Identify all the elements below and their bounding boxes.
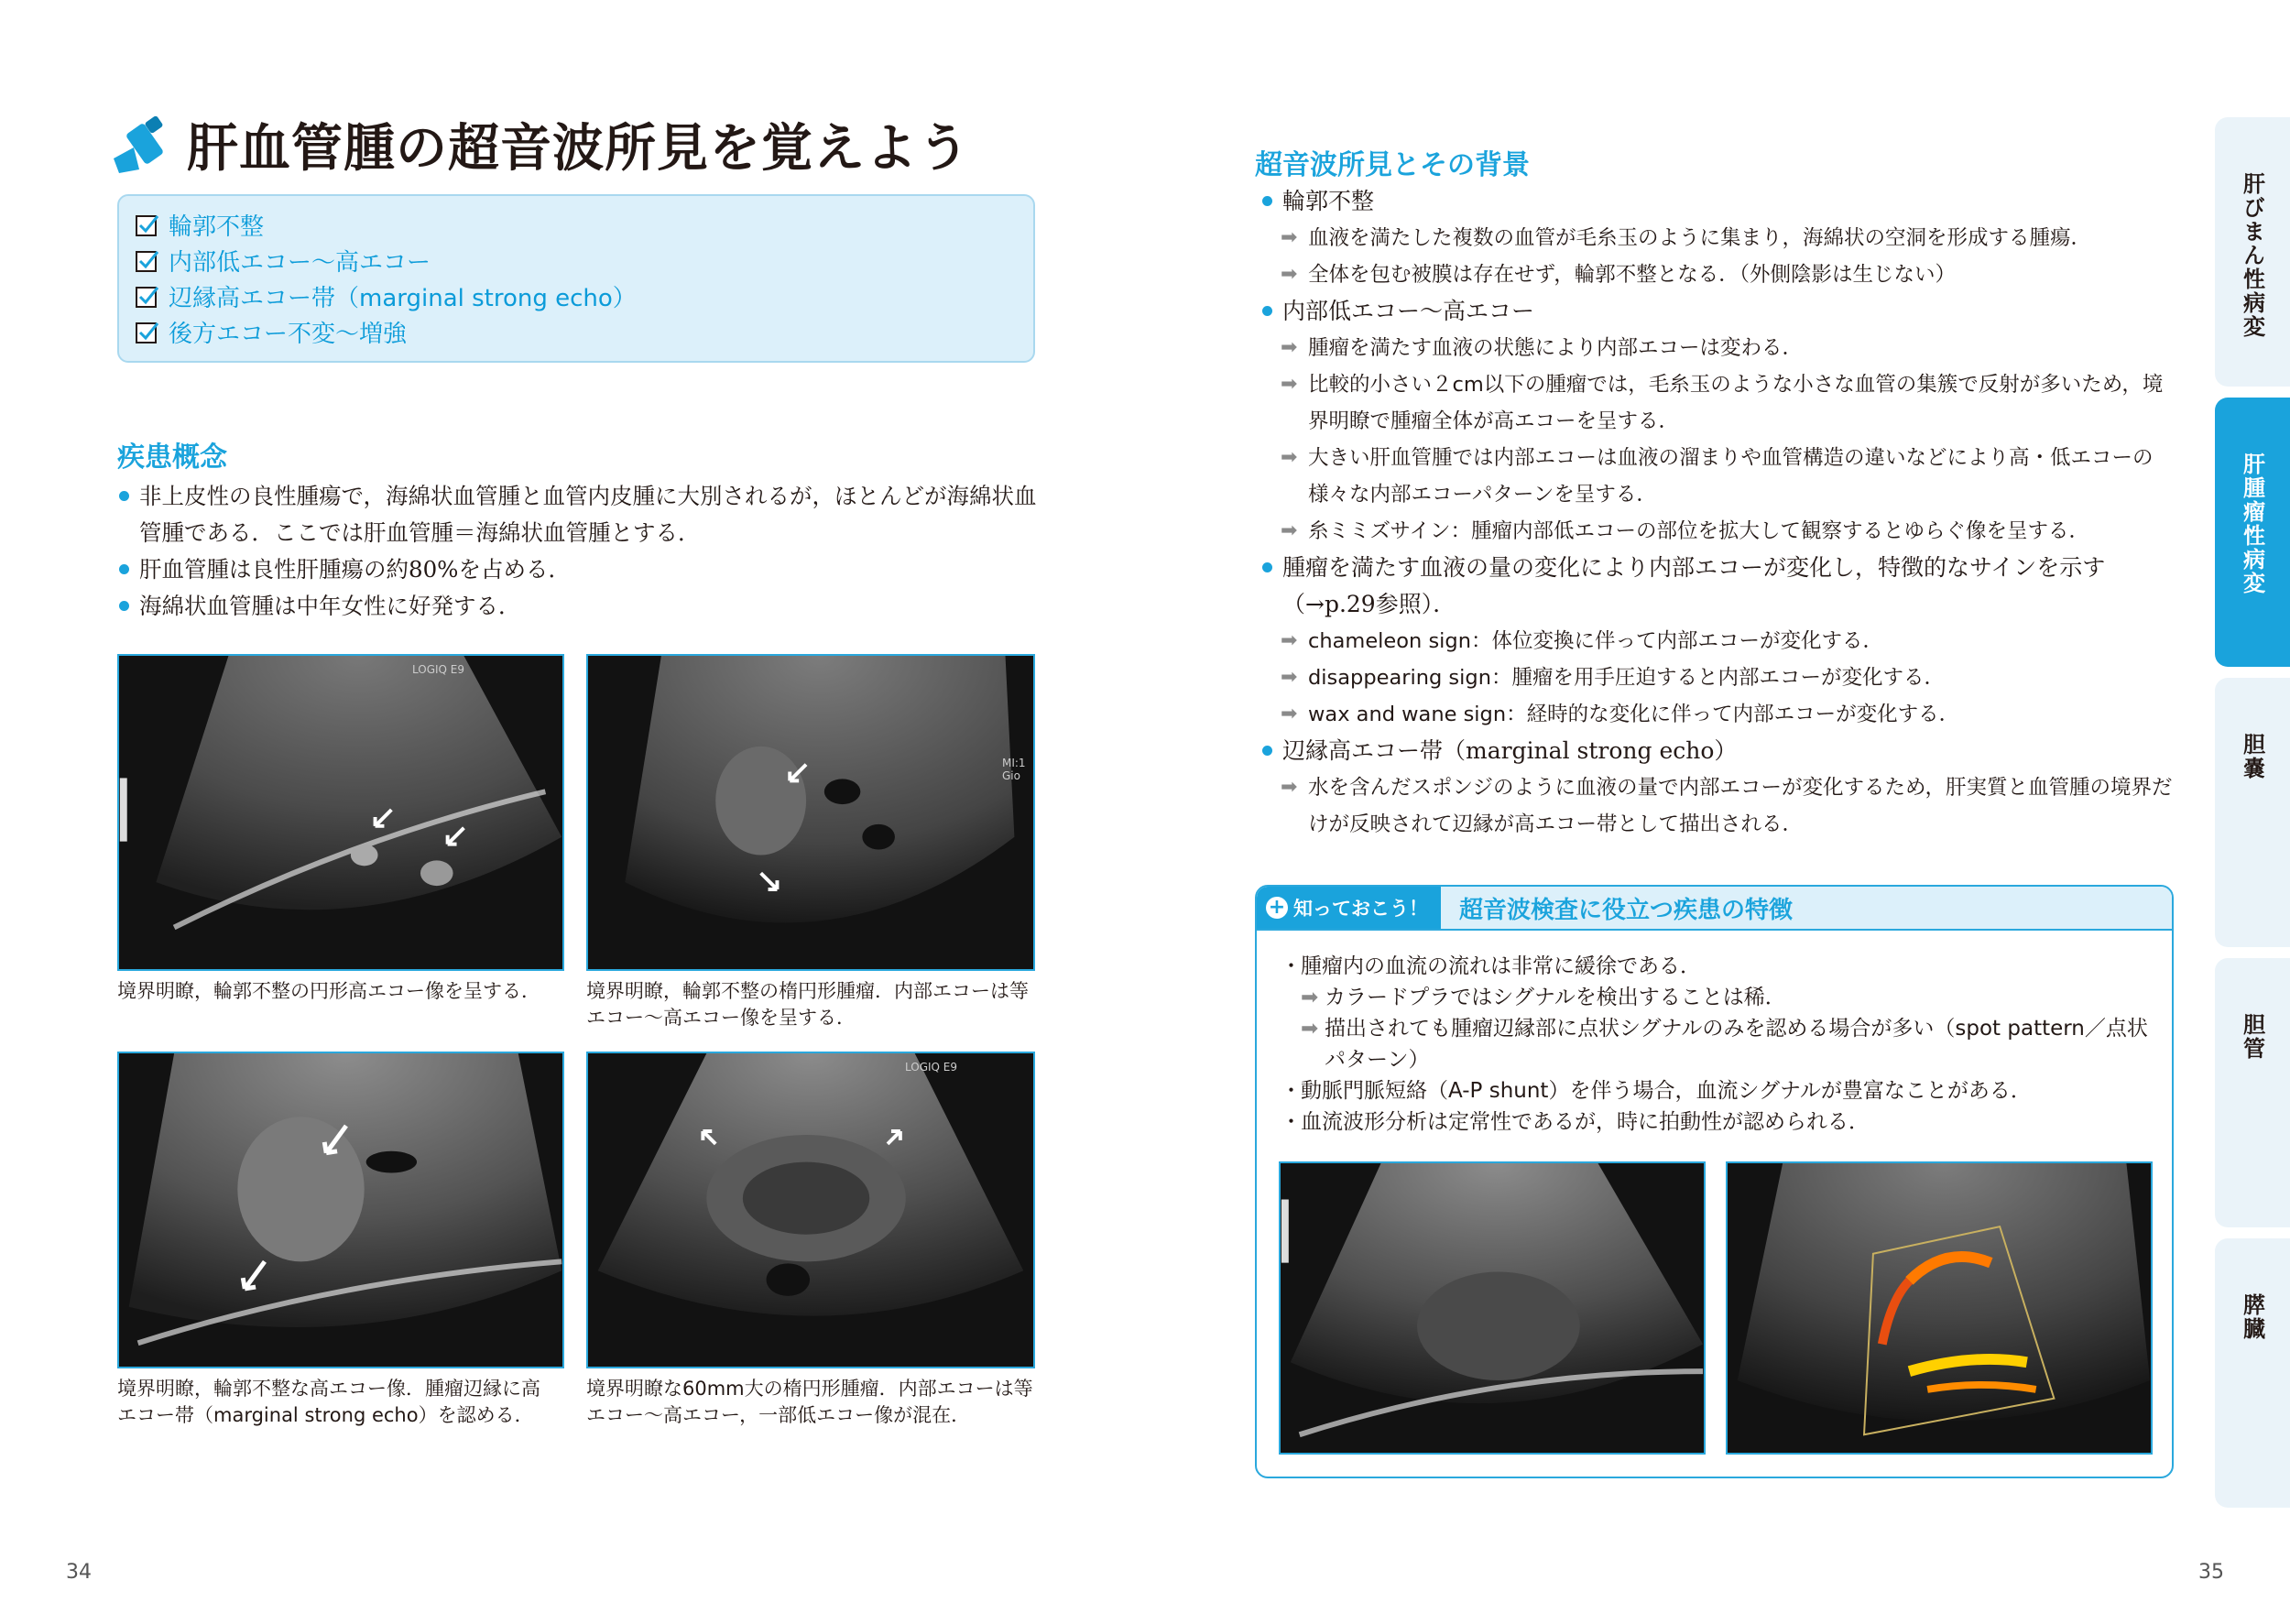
know-item: [1281, 1106, 2151, 1138]
finding-sub: [1260, 659, 2176, 696]
know-sub-item: [1281, 1013, 2151, 1075]
tab-label: 肝腫瘤性病変: [2239, 452, 2265, 595]
middle-dot-icon: ・: [1281, 954, 1302, 978]
know-item: [1281, 1075, 2151, 1106]
finding-sub-text: 腫瘤を満たす血液の状態により内部エコーは変わる．: [1308, 336, 1804, 360]
key-findings-checklist: [117, 194, 1035, 363]
checkbox-icon: [136, 285, 159, 309]
bullet-text: 肝血管腫は良性肝腫瘍の約80%を占める．: [139, 556, 571, 583]
finding-sub: [1260, 440, 2176, 513]
findings-heading: 超音波所見とその背景: [1255, 149, 1530, 181]
finding-main: [1260, 183, 2176, 220]
finding-sub: [1260, 366, 2176, 440]
know-item-text: 血流波形分析は定常性であるが，時に拍動性が認められる．: [1301, 1110, 1870, 1134]
bullet-dot: [1262, 196, 1272, 206]
arrow-right-icon: ➡: [1281, 776, 1298, 799]
tab-diffuse-liver[interactable]: [2215, 117, 2290, 387]
checkbox-icon: [136, 321, 159, 344]
doppler-image: [1726, 1161, 2153, 1455]
checklist-text: 輪郭不整: [169, 213, 265, 241]
bullet-dot: [1262, 562, 1272, 572]
know-box-label: [1257, 887, 1441, 929]
checklist-text: 内部低エコー〜高エコー: [169, 249, 431, 277]
know-item-text: 動脈門脈短絡（A-P shunt）を伴う場合，血流シグナルが豊富なことがある．: [1301, 1079, 2032, 1103]
arrow-right-icon: ➡: [1281, 666, 1298, 689]
page-title: 肝血管腫の超音波所見を覚えよう: [187, 119, 970, 179]
finding-sub: [1260, 769, 2176, 843]
arrow-right-icon: ➡: [1281, 336, 1298, 359]
ultrasound-scan: [588, 656, 1033, 969]
arrow-right-icon: ➡: [1281, 373, 1298, 396]
know-box: [1255, 885, 2174, 1478]
ultrasound-image-1: [117, 654, 564, 971]
finding-sub-text: 大きい肝血管腫では内部エコーは血液の溜まりや血管構造の違いなどにより高・低エコーの様々な内部エコーパターンを呈する．: [1308, 446, 2154, 507]
ultrasound-image-4: [586, 1052, 1035, 1368]
middle-dot-icon: ・: [1281, 1079, 1302, 1103]
tab-pancreas[interactable]: [2215, 1238, 2290, 1508]
finding-main: [1260, 733, 2176, 769]
know-sub-item: [1281, 982, 2151, 1013]
know-box-label-text: 知っておこう！: [1293, 898, 1428, 920]
ultrasound-scan: [588, 1053, 1033, 1367]
bullet-text: 海綿状血管腫は中年女性に好発する．: [139, 593, 521, 619]
arrow-right-icon: ➡: [1281, 263, 1298, 286]
know-sub-text: カラードプラではシグナルを検出することは稀．: [1325, 986, 1786, 1009]
middle-dot-icon: ・: [1281, 1110, 1302, 1134]
ultrasound-scan: [1281, 1163, 1704, 1453]
bullet-text: 非上皮性の良性腫瘍で，海綿状血管腫と血管内皮腫に大別されるが，ほとんどが海綿状血管腫である．ここでは肝血管腫＝海綿状血管腫とする．: [139, 483, 1037, 546]
finding-main-text: 輪郭不整: [1282, 188, 1375, 214]
page-number-left: 34: [66, 1561, 92, 1584]
ultrasound-image-3: [117, 1052, 564, 1368]
know-box-body: [1281, 951, 2151, 1138]
ultrasound-scan: [1728, 1163, 2151, 1453]
image-caption-3: 境界明瞭，輪郭不整な高エコー像．腫瘤辺縁に高エコー帯（marginal strong echo）を認める．: [117, 1378, 540, 1426]
concept-heading: 疾患概念: [117, 441, 227, 474]
finding-main: [1260, 550, 2176, 623]
finding-sub-text: wax and wane sign：経時的な変化に伴って内部エコーが変化する．: [1308, 703, 1960, 726]
checklist-text: 後方エコー不変〜増強: [169, 321, 408, 348]
finding-sub: [1260, 623, 2176, 659]
know-item: [1281, 951, 2151, 982]
ultrasound-scan: [119, 1053, 562, 1367]
finding-sub-text: chameleon sign：体位変換に伴って内部エコーが変化する．: [1308, 629, 1883, 653]
bullet-dot: [1262, 306, 1272, 316]
finding-sub: [1260, 256, 2176, 293]
ultrasound-image-2: [586, 654, 1035, 971]
finding-main-text: 腫瘤を満たす血液の量の変化により内部エコーが変化し，特徴的なサインを示す（→p.29参照）．: [1282, 554, 2106, 617]
finding-sub: [1260, 696, 2176, 733]
know-item-text: 腫瘤内の血流の流れは非常に緩徐である．: [1301, 954, 1701, 978]
know-box-header: [1257, 887, 2172, 931]
tab-gallbladder[interactable]: [2215, 678, 2290, 947]
tab-bile-duct[interactable]: [2215, 958, 2290, 1227]
finding-sub: [1260, 513, 2176, 550]
arrow-right-icon: ➡: [1281, 226, 1298, 249]
flashlight-icon: [110, 113, 174, 177]
device-label: LOGIQ E9: [905, 1061, 958, 1074]
arrow-right-icon: ➡: [1301, 986, 1319, 1009]
finding-sub-text: disappearing sign：腫瘤を用手圧迫すると内部エコーが変化する．: [1308, 666, 1945, 690]
finding-main-text: 辺縁高エコー帯（marginal strong echo）: [1282, 737, 1738, 764]
tab-label: 胆管: [2239, 1013, 2265, 1061]
bullet-item: [117, 551, 1038, 588]
checkbox-icon: [136, 249, 159, 273]
checklist-item: [136, 278, 1017, 314]
finding-sub-text: 水を含んだスポンジのように血液の量で内部エコーが変化するため，肝実質と血管腫の境界だけが反映されて辺縁が高エコー帯として描出される．: [1308, 776, 2173, 836]
checklist-item: [136, 207, 1017, 243]
bullet-item: [117, 588, 1038, 625]
know-box-title: 超音波検査に役立つ疾患の特徴: [1459, 896, 1794, 924]
bullet-dot: [119, 491, 129, 501]
finding-sub-text: 糸ミミズサイン：腫瘤内部低エコーの部位を拡大して観察するとゆらぐ像を呈する．: [1308, 519, 2089, 543]
finding-sub-text: 比較的小さい２cm以下の腫瘤では，毛糸玉のような小さな血管の集簇で反射が多いため，境界明瞭で腫瘤全体が高エコーを呈する．: [1308, 373, 2164, 433]
finding-sub: [1260, 220, 2176, 256]
image-caption-4: 境界明瞭な60mm大の楕円形腫瘤．内部エコーは等エコー〜高エコー，一部低エコー像が混在．: [586, 1378, 1033, 1426]
checkbox-icon: [136, 213, 159, 237]
tab-liver-tumor[interactable]: [2215, 398, 2290, 667]
tab-label: 膵臓: [2239, 1293, 2265, 1341]
concept-bullets: [117, 478, 1038, 625]
findings-list: [1260, 183, 2176, 843]
bullet-dot: [119, 564, 129, 574]
know-sub-text: 描出されても腫瘤辺縁部に点状シグナルのみを認める場合が多い（spot pattern／点状パターン）: [1325, 1017, 2148, 1072]
finding-sub: [1260, 330, 2176, 366]
arrow-right-icon: ➡: [1281, 703, 1298, 725]
bullet-dot: [1262, 746, 1272, 756]
arrow-right-icon: ➡: [1301, 1017, 1319, 1041]
ultrasound-image-5: [1279, 1161, 1706, 1455]
ultrasound-scan: [119, 656, 562, 969]
page-title-wrap: [110, 108, 970, 181]
checklist-text: 辺縁高エコー帯（marginal strong echo）: [169, 285, 637, 312]
finding-main-text: 内部低エコー〜高エコー: [1282, 298, 1535, 324]
tab-label: 肝びまん性病変: [2239, 172, 2265, 339]
checklist-item: [136, 314, 1017, 350]
device-label: MI:1 Gio: [1002, 757, 1026, 782]
checklist-item: [136, 243, 1017, 278]
device-label: LOGIQ E9: [412, 663, 465, 676]
arrow-right-icon: ➡: [1281, 519, 1298, 542]
bullet-item: [117, 478, 1038, 551]
page-number-right: 35: [2198, 1561, 2224, 1584]
image-caption-1: 境界明瞭，輪郭不整の円形高エコー像を呈する．: [117, 980, 540, 1002]
finding-sub-text: 血液を満たした複数の血管が毛糸玉のように集まり，海綿状の空洞を形成する腫瘍．: [1308, 226, 2092, 250]
finding-sub-text: 全体を包む被膜は存在せず，輪郭不整となる．（外側陰影は生じない）: [1308, 263, 1956, 287]
plus-icon: +: [1266, 897, 1288, 919]
bullet-dot: [119, 601, 129, 611]
image-caption-2: 境界明瞭，輪郭不整の楕円形腫瘤．内部エコーは等エコー〜高エコー像を呈する．: [586, 980, 1029, 1029]
tab-label: 胆嚢: [2239, 733, 2265, 780]
arrow-right-icon: ➡: [1281, 446, 1298, 469]
finding-main: [1260, 293, 2176, 330]
arrow-right-icon: ➡: [1281, 629, 1298, 652]
